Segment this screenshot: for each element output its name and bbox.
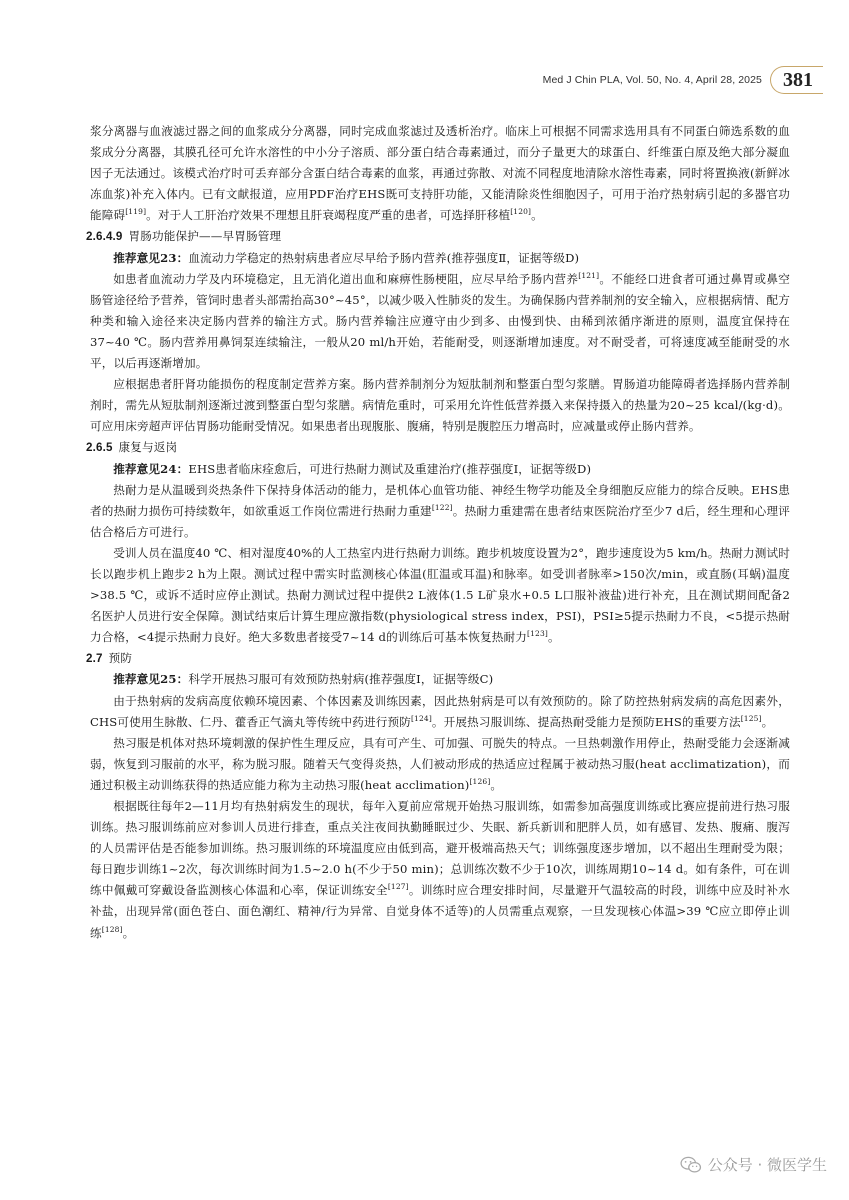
- citation-121[interactable]: [121]: [578, 270, 600, 280]
- recommendation-25: 推荐意见25：科学开展热习服可有效预防热射病(推荐强度Ⅰ，证据等级C): [113, 672, 494, 687]
- paragraph-heat-test: 受训人员在温度40 ℃、相对湿度40%的人工热室内进行热耐力训练。跑步机坡度设置为2°，跑步速度设为5 km/h。热耐力测试时长以跑步机上跑步2 h为上限。测试过程中需实时监测核心体温(肛温或耳温)和脉率。如受训者脉率>150次/min，或直肠(耳蜗)温度>38.5 ℃，或诉不适时应停止测试。热耐力测试过程中提供2 L液体(1.5 L矿泉水+0.5 L口服补液盐)进行补充，且在测试期间配备2名医护人员进行安全保障。测试结束后计算生理应激指数(physiological stress index，PSI)，PSI≥5提示热耐力不良，<5提示热耐力合格，<4提示热耐力良好。绝大多数患者接受7~14 d的训练后可基本恢复热耐力[123]。: [90, 545, 790, 645]
- section-heading-2649: 2.6.4.9 胃肠功能保护——早胃肠管理: [86, 229, 282, 244]
- citation-119[interactable]: [119]: [125, 207, 147, 217]
- citation-120[interactable]: [120]: [510, 207, 532, 217]
- paragraph-heat-tolerance: 热耐力是从温暖到炎热条件下保持身体活动的能力，是机体心血管功能、神经生物学功能及全身细胞反应能力的综合反映。EHS患者的热耐力损伤可持续数年，如欲重返工作岗位需进行热耐力重建[122]。热耐力重建需在患者结束医院治疗至少7 d后，经生理和心理评估合格后方可进行。: [90, 482, 790, 539]
- recommendation-24: 推荐意见24：EHS患者临床痊愈后，可进行热耐力测试及重建治疗(推荐强度Ⅰ，证据等级D): [113, 461, 592, 476]
- citation-125[interactable]: [125]: [740, 713, 762, 723]
- paragraph-prevention: 由于热射病的发病高度依赖环境因素、个体因素及训练因素，因此热射病是可以有效预防的。除了防控热射病发病的高危因素外，CHS可使用生脉散、仁丹、藿香正气滴丸等传统中药进行预防[124]。开展热习服训练、提高热耐受能力是预防EHS的重要方法[125]。: [90, 693, 790, 729]
- page-number: 381: [770, 66, 823, 94]
- citation-124[interactable]: [124]: [410, 713, 432, 723]
- citation-126[interactable]: [126]: [469, 776, 491, 786]
- recommendation-23: 推荐意见23：血流动力学稳定的热射病患者应尽早给予肠内营养(推荐强度Ⅱ，证据等级D): [113, 250, 580, 265]
- page-header: [543, 66, 823, 94]
- citation-122[interactable]: [122]: [431, 502, 453, 512]
- paragraph-training: 根据既往每年2—11月均有热射病发生的现状，每年入夏前应常规开始热习服训练，如需参加高强度训练或比赛应提前进行热习服训练。热习服训练前应对参训人员进行排查，重点关注夜间执勤睡眠过少、失眠、新兵新训和肥胖人员，如有感冒、发热、腹痛、腹泻的人员需评估是否能参加训练。热习服训练的环境温度应由低到高，避开极端高热天气；训练强度逐步增加，以不超出生理耐受为限；每日跑步训练1~2次，每次训练时间为1.5~2.0 h(不少于50 min)；总训练次数不少于10次，训练周期10~14 d。如有条件，可在训练中佩戴可穿戴设备监测核心体温和心率，保证训练安全[127]。训练时应合理安排时间，尽量避开气温较高的时段，训练中应及时补水补盐，出现异常(面色苍白、面色潮红、精神/行为异常、自觉身体不适等)的人员需重点观察，一旦发现核心体温>39 ℃应立即停止训练[128]。: [90, 799, 790, 940]
- watermark-text: 公众号 · 微医学生: [707, 1156, 827, 1174]
- journal-citation: Med J Chin PLA, Vol. 50, No. 4, April 28, 2025: [542, 74, 762, 86]
- watermark: [680, 1154, 827, 1175]
- section-heading-265: 2.6.5 康复与返岗: [86, 440, 178, 455]
- paragraph-acclimatization: 热习服是机体对热环境刺激的保护性生理反应，具有可产生、可加强、可脱失的特点。一旦热刺激作用停止，热耐受能力会逐渐减弱，恢复到习服前的水平，称为脱习服。随着天气变得炎热，人们被动形成的热适应过程属于被动热习服(heat acclimatization)，而通过积极主动训练获得的热适应能力称为主动热习服(heat acclimation)[126]。: [90, 735, 790, 792]
- article-body: [86, 121, 790, 944]
- citation-123[interactable]: [123]: [527, 629, 548, 639]
- citation-127[interactable]: [127]: [387, 882, 409, 892]
- paragraph-enteral-nutrition: 如患者血流动力学及内环境稳定，且无消化道出血和麻痹性肠梗阻，应尽早给予肠内营养[121]。不能经口进食者可通过鼻胃或鼻空肠管途径给予营养，管饲时患者头部需抬高30°~45°，以减少吸入性肺炎的发生。为确保肠内营养制剂的安全输入，应根据病情、配方种类和输入途径来决定肠内营养的输注方式。肠内营养输注应遵守由少到多、由慢到快、由稀到浓循序渐进的原则，温度宜保持在37~40 ℃。肠内营养用鼻饲泵连续输注，一般从20 ml/h开始，若能耐受，则逐渐增加速度。对不耐受者，可将速度减至能耐受的水平，以后再逐渐增加。: [90, 270, 790, 371]
- paragraph-plasma-separator: 浆分离器与血液滤过器之间的血浆成分分离器，同时完成血浆滤过及透析治疗。临床上可根据不同需求选用具有不同蛋白筛选系数的血浆成分分离器，其膜孔径可允许水溶性的中小分子溶质、部分蛋白结合毒素通过，而分子量更大的球蛋白、纤维蛋白原及绝大部分凝血因子无法通过。该模式治疗时可丢弃部分含蛋白结合毒素的血浆，再通过弥散、对流不同程度地清除水溶性毒素，同时将置换液(新鲜冰冻血浆)补充入体内。已有文献报道，应用PDF治疗EHS既可支持肝功能，又能清除炎性细胞因子，可用于治疗热射病引起的多器官功能障碍[119]。对于人工肝治疗效果不理想且肝衰竭程度严重的患者，可选择肝移植[120]。: [90, 124, 790, 223]
- wechat-icon: [680, 1156, 702, 1174]
- paragraph-nutrition-plan: 应根据患者肝肾功能损伤的程度制定营养方案。肠内营养制剂分为短肽制剂和整蛋白型匀浆膳。胃肠道功能障碍者选择肠内营养制剂时，需先从短肽制剂逐渐过渡到整蛋白型匀浆膳。病情危重时，可采用允许性低营养摄入来保持摄入的热量为20~25 kcal/(kg·d)。可应用床旁超声评估胃肠功能耐受情况。如果患者出现腹胀、腹痛，特别是腹腔压力增高时，应减量或停止肠内营养。: [90, 377, 790, 434]
- citation-128[interactable]: [128]: [101, 924, 123, 934]
- section-heading-27: 2.7 预防: [86, 651, 133, 666]
